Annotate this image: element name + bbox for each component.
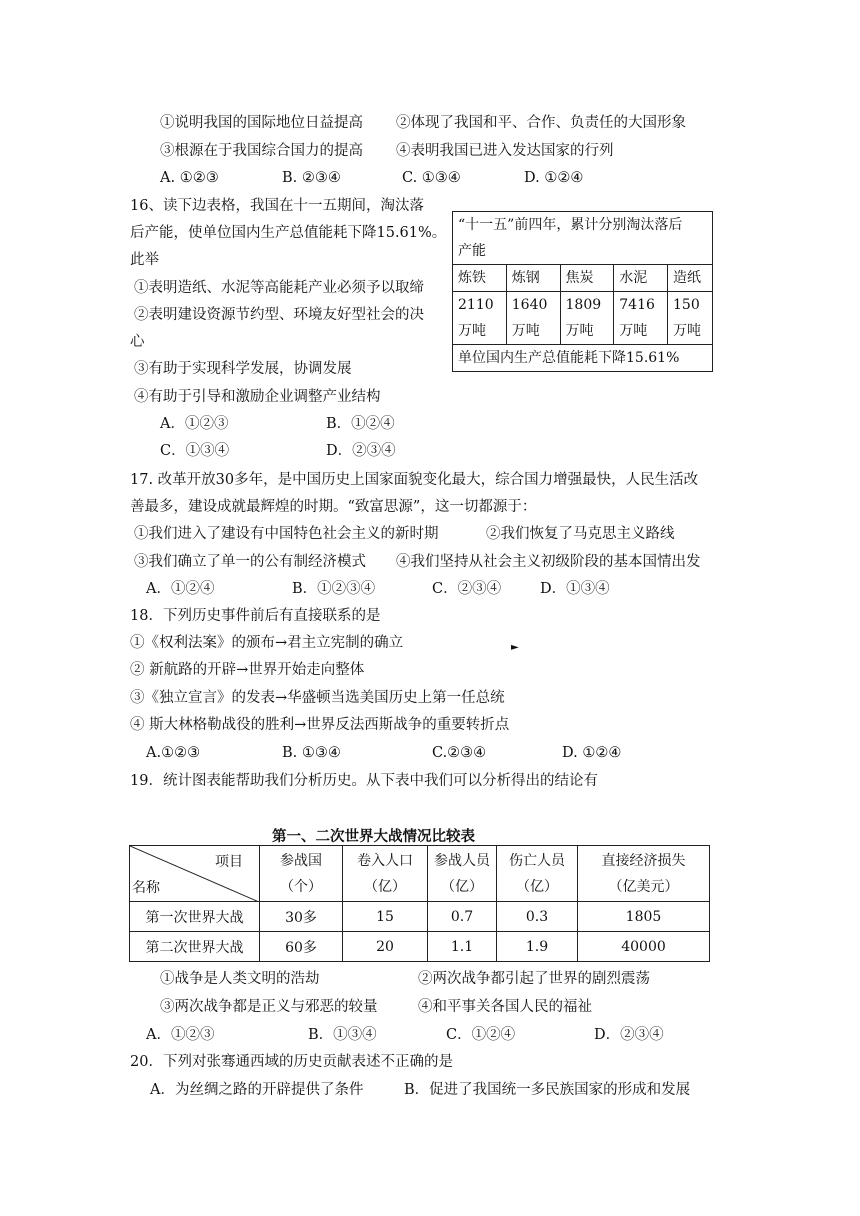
- table-row: [130, 902, 710, 932]
- q16-item-3: ③有助于实现科学发展，协调发展: [134, 361, 352, 377]
- q17-option-d: D．①③④: [540, 581, 610, 597]
- q16-table-header: 水泥: [614, 265, 668, 292]
- q19-cell: 1.1: [428, 932, 497, 962]
- q19-cell: 20: [343, 932, 428, 962]
- q16-stem-line-2: 后产能，使单位国内生产总值能耗下降15.61%。: [130, 225, 447, 241]
- q19-stem: 19．统计图表能帮助我们分析历史。从下表中我们可以分析得出的结论有: [130, 773, 598, 789]
- q16-table-footer: 单位国内生产总值能耗下降15.61%: [453, 345, 713, 372]
- q16-stem-line-3: 此举: [130, 252, 159, 268]
- q18-option-d: D. ①②④: [562, 745, 622, 761]
- table-row: [130, 932, 710, 962]
- q20-option-a: A．为丝绸之路的开辟提供了条件: [150, 1082, 364, 1098]
- q15-item-2: ②体现了我国和平、合作、负责任的大国形象: [396, 115, 686, 131]
- q19-row-name: 第一次世界大战: [130, 902, 260, 932]
- q16-table-header: 炼铁: [453, 265, 507, 292]
- q16-table-header: 炼钢: [506, 265, 560, 292]
- q18-item-2: ② 新航路的开辟→世界开始走向整体: [130, 662, 365, 678]
- q19-option-b: B．①③④: [308, 1027, 377, 1043]
- q18-option-c: C.②③④: [432, 745, 487, 761]
- q20-stem: 20．下列对张骞通西域的历史贡献表述不正确的是: [130, 1054, 453, 1070]
- q19-item-1: ①战争是人类文明的浩劫: [160, 971, 320, 987]
- q15-item-3: ③根源在于我国综合国力的提高: [160, 143, 363, 159]
- q16-table-title: “十一五”前四年，累计分别淘汰落后 产能: [453, 212, 713, 265]
- q19-cell: 60多: [260, 932, 343, 962]
- q19-option-c: C．①②④: [446, 1027, 516, 1043]
- q19-cell: 15: [343, 902, 428, 932]
- q17-stem-line-1: 17. 改革开放30多年，是中国历史上国家面貌变化最大，综合国力增强最快，人民生活改: [130, 472, 699, 488]
- q19-cell: 30多: [260, 902, 343, 932]
- q15-option-a: A. ①②③: [160, 170, 219, 186]
- q16-item-1: ①表明造纸、水泥等高能耗产业必须予以取缔: [134, 280, 424, 296]
- q19-cell: 40000: [578, 932, 710, 962]
- q18-option-a: A.①②③: [146, 745, 201, 761]
- q17-item-4: ④我们坚持从社会主义初级阶段的基本国情出发: [396, 554, 701, 570]
- q19-cell: 1805: [578, 902, 710, 932]
- q15-option-d: D. ①②④: [524, 170, 584, 186]
- q18-item-4: ④ 斯大林格勒战役的胜利→世界反法西斯战争的重要转折点: [130, 717, 510, 733]
- q16-item-2: ②表明建设资源节约型、环境友好型社会的决: [134, 307, 424, 323]
- q16-table-value: 1640 万吨: [506, 292, 560, 345]
- q19-row-name: 第二次世界大战: [130, 932, 260, 962]
- q17-item-1: ①我们进入了建设有中国特色社会主义的新时期: [134, 526, 439, 542]
- q15-item-1: ①说明我国的国际地位日益提高: [160, 115, 363, 131]
- q19-war-comparison-table: [129, 845, 710, 962]
- q17-option-a: A．①②④: [146, 581, 215, 597]
- q16-option-d: D．②③④: [326, 443, 396, 459]
- q16-stem-line-1: 16、读下边表格，我国在十一五期间，淘汰落: [130, 198, 424, 214]
- q16-table-header: 造纸: [668, 265, 713, 292]
- q15-item-4: ④表明我国已进入发达国家的行列: [396, 143, 614, 159]
- q17-option-b: B．①②③④: [292, 581, 376, 597]
- q19-cell: 0.3: [497, 902, 578, 932]
- q16-table-value: 150 万吨: [668, 292, 713, 345]
- q16-table-value: 2110 万吨: [453, 292, 507, 345]
- q16-table-value: 1809 万吨: [560, 292, 614, 345]
- q16-option-a: A．①②③: [160, 416, 229, 432]
- q19-cell: 1.9: [497, 932, 578, 962]
- q19-option-d: D．②③④: [594, 1027, 664, 1043]
- q18-stem: 18．下列历史事件前后有直接联系的是: [130, 608, 381, 624]
- q19-cell: 0.7: [428, 902, 497, 932]
- q18-item-3: ③《独立宣言》的发表→华盛顿当选美国历史上第一任总统: [130, 690, 505, 706]
- q19-header: 直接经济损失 （亿美元）: [578, 846, 710, 902]
- q19-header: 参战人员 （亿）: [428, 846, 497, 902]
- q19-table-corner: [130, 846, 260, 902]
- q16-option-c: C．①③④: [160, 443, 230, 459]
- q19-header: 参战国 （个）: [260, 846, 343, 902]
- q17-stem-line-2: 善最多，建设成就最辉煌的时期。“致富思源”，这一切都源于：: [130, 499, 537, 515]
- q16-table-header: 焦炭: [560, 265, 614, 292]
- q15-option-b: B. ②③④: [282, 170, 341, 186]
- q16-item-4: ④有助于引导和激励企业调整产业结构: [134, 389, 381, 405]
- q15-option-c: C. ①③④: [402, 170, 461, 186]
- q19-header: 伤亡人员 （亿）: [497, 846, 578, 902]
- q17-item-2: ②我们恢复了马克思主义路线: [486, 526, 675, 542]
- triangle-marker-icon: ►: [511, 642, 519, 653]
- q19-corner-top: 项目: [215, 854, 243, 870]
- q17-option-c: C．②③④: [432, 581, 502, 597]
- q18-option-b: B. ①③④: [282, 745, 341, 761]
- q19-item-4: ④和平事关各国人民的福祉: [418, 999, 592, 1015]
- q17-item-3: ③我们确立了单一的公有制经济模式: [134, 554, 366, 570]
- q16-table-value: 7416 万吨: [614, 292, 668, 345]
- q19-table-caption: 第一、二次世界大战情况比较表: [272, 829, 475, 845]
- q19-corner-bottom: 名称: [132, 880, 160, 896]
- q16-capacity-table: [452, 211, 713, 372]
- q19-item-2: ②两次战争都引起了世界的剧烈震荡: [418, 971, 650, 987]
- q16-item-2-cont: 心: [130, 334, 145, 350]
- q20-option-b: B．促进了我国统一多民族国家的形成和发展: [404, 1082, 691, 1098]
- q19-header: 卷入人口 （亿）: [343, 846, 428, 902]
- q16-option-b: B．①②④: [326, 416, 395, 432]
- q19-item-3: ③两次战争都是正义与邪恶的较量: [160, 999, 378, 1015]
- q18-item-1: ①《权利法案》的颁布→君主立宪制的确立: [130, 635, 404, 651]
- q19-option-a: A．①②③: [146, 1027, 215, 1043]
